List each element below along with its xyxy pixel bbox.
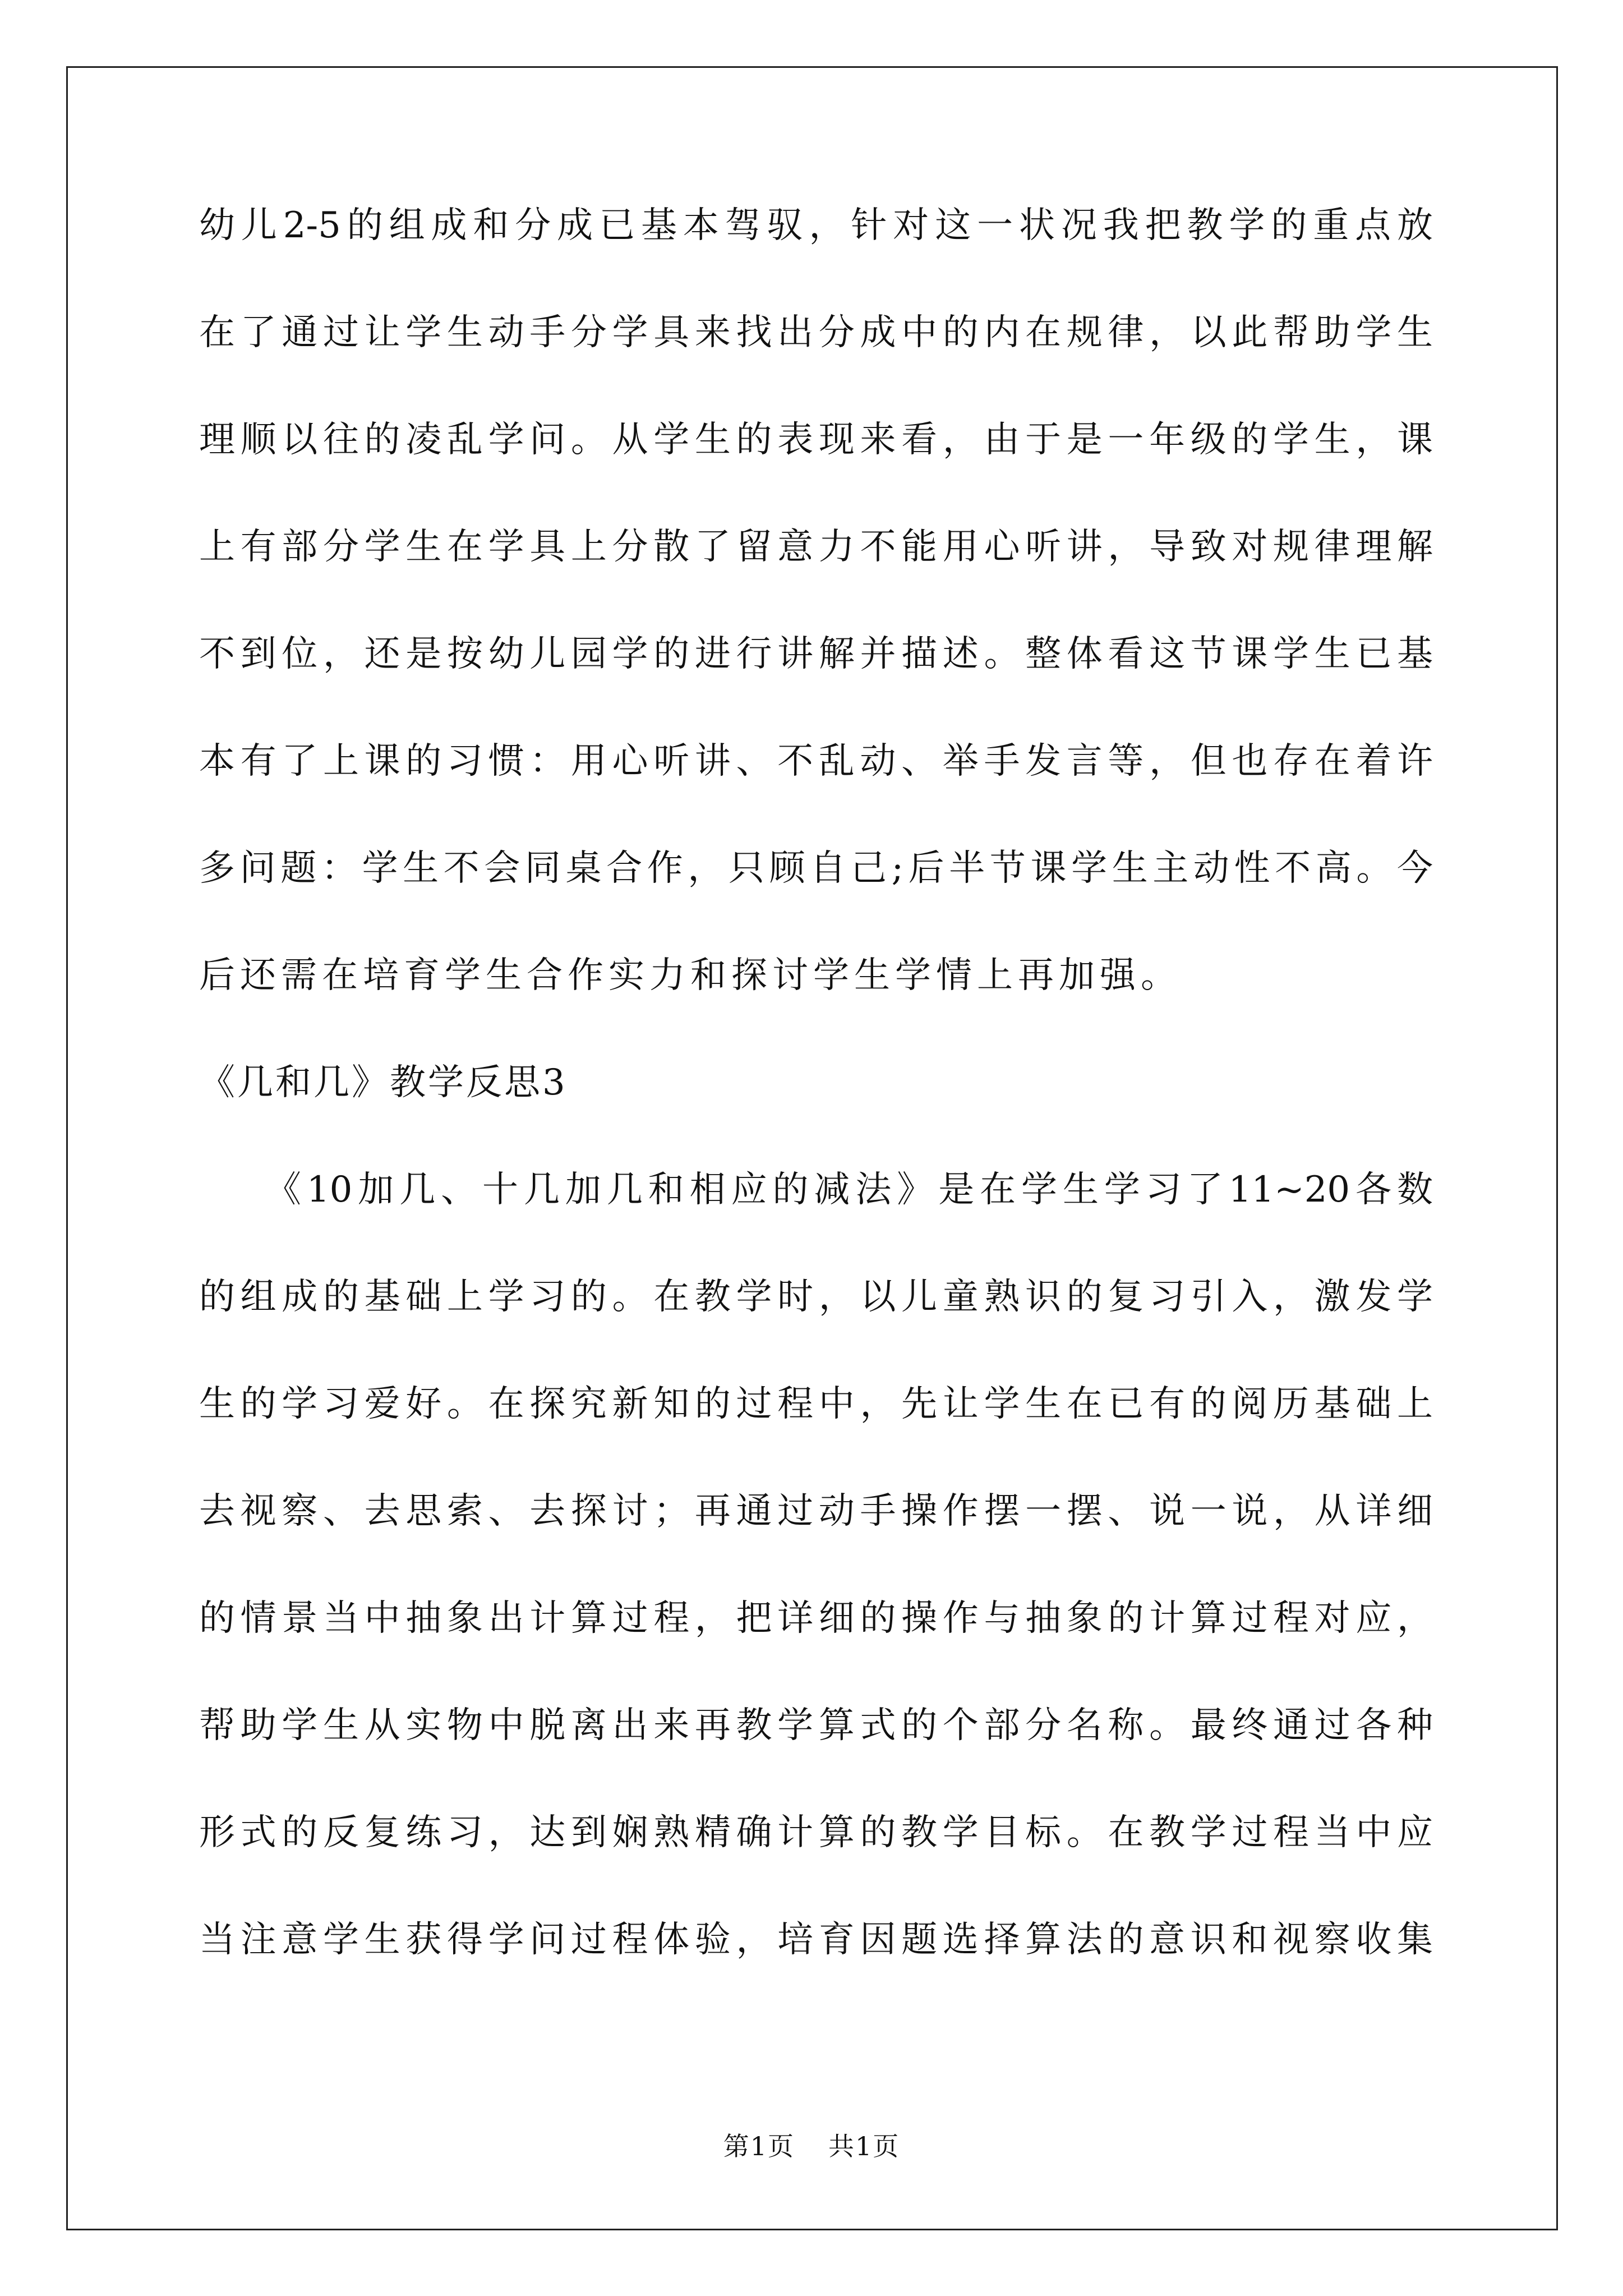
text-line: 生的学习爱好。在探究新知的过程中，先让学生在已有的阅历基础上 [199,1383,1433,1425]
text-line: 的情景当中抽象出计算过程，把详细的操作与抽象的计算过程对应， [199,1598,1433,1639]
text-line: 后还需在培育学生合作实力和探讨学生学情上再加强。 [199,955,1182,996]
page-total: 共1页 [828,2131,900,2161]
text-line: 帮助学生从实物中脱离出来再教学算式的个部分名称。最终通过各种 [199,1705,1433,1746]
page-footer [0,2126,1623,2163]
text-line: 去视察、去思索、去探讨；再通过动手操作摆一摆、说一说，从详细 [199,1490,1433,1532]
text-line: 不到位，还是按幼儿园学的进行讲解并描述。整体看这节课学生已基 [199,633,1433,675]
text-line: 上有部分学生在学具上分散了留意力不能用心听讲，导致对规律理解 [199,526,1433,568]
text-line: 的组成的基础上学习的。在教学时，以儿童熟识的复习引入，激发学 [199,1276,1433,1318]
paragraph-1 [199,205,1433,1065]
text-line: 在了通过让学生动手分学具来找出分成中的内在规律，以此帮助学生 [199,312,1433,353]
text-line: 形式的反复练习，达到娴熟精确计算的教学目标。在教学过程当中应 [199,1812,1433,1853]
text-line: 幼儿2-5的组成和分成已基本驾驭，针对这一状况我把教学的重点放 [199,205,1433,246]
text-line: 当注意学生获得学问过程体验，培育因题选择算法的意识和视察收集 [199,1919,1433,1961]
paragraph-2 [199,1169,1433,2029]
text-line: 本有了上课的习惯：用心听讲、不乱动、举手发言等，但也存在着许 [199,740,1433,782]
text-line: 《10加几、十几加几和相应的减法》是在学生学习了11~20各数 [265,1169,1433,1211]
section-heading: 《几和几》教学反思3 [199,1062,568,1103]
page-number: 第1页 [723,2131,795,2161]
document-body [199,205,1433,2029]
text-line: 理顺以往的凌乱学问。从学生的表现来看，由于是一年级的学生，课 [199,419,1433,461]
text-line: 多问题：学生不会同桌合作，只顾自己;后半节课学生主动性不高。今 [199,848,1433,889]
